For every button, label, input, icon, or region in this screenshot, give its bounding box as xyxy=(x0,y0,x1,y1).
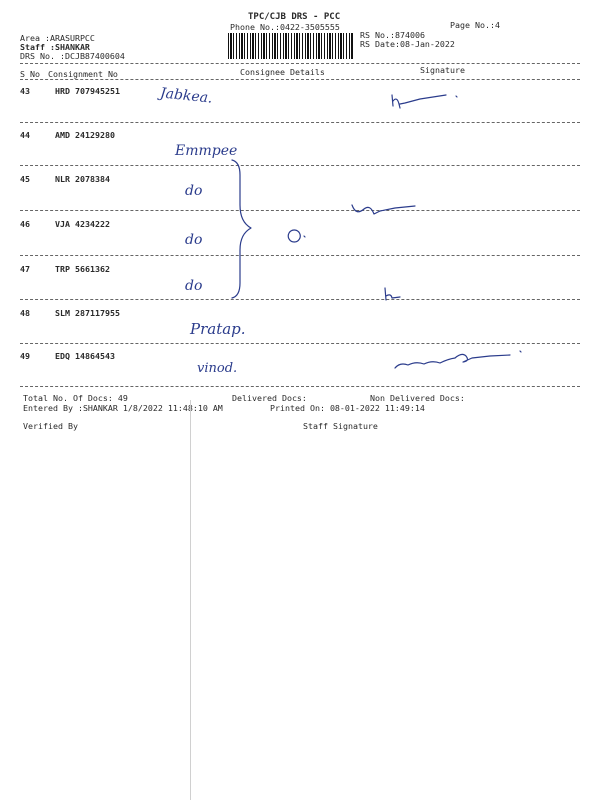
scan-fold-line xyxy=(190,400,191,800)
row-consignee-handwritten: Emmpee xyxy=(175,143,238,159)
row-consignee-handwritten: do xyxy=(185,183,203,199)
row-sno: 46 xyxy=(20,219,30,229)
row-consignment: EDQ 14864543 xyxy=(55,351,115,361)
brace-note xyxy=(288,230,305,242)
staff-signature: Staff Signature xyxy=(303,421,378,431)
entered-by: Entered By :SHANKAR 1/8/2022 11:48:10 AM xyxy=(23,403,223,413)
row-consignment: SLM 287117955 xyxy=(55,308,120,318)
page-number: Page No.:4 xyxy=(450,20,500,30)
row-consignee-handwritten: vinod. xyxy=(197,361,238,376)
row-consignment: NLR 2078384 xyxy=(55,174,110,184)
verified-by: Verified By xyxy=(23,421,78,431)
row-sno: 47 xyxy=(20,264,30,274)
row-consignment: HRD 707945251 xyxy=(55,86,120,96)
column-consignee: Consignee Details xyxy=(240,67,325,77)
rs-date: RS Date:08-Jan-2022 xyxy=(360,39,455,49)
phone-number: Phone No.:0422-3505555 xyxy=(230,22,340,32)
area-label: Area :ARASURPCC xyxy=(20,33,95,43)
row-43-signature xyxy=(392,95,457,108)
row-consignment: AMD 24129280 xyxy=(55,130,115,140)
consignee-brace xyxy=(232,160,251,298)
row-consignee-handwritten: do xyxy=(185,278,203,294)
row-sno: 48 xyxy=(20,308,30,318)
row-consignee-handwritten: Jabkea. xyxy=(159,85,214,107)
document-title: TPC/CJB DRS - PCC xyxy=(248,12,341,22)
row-sno: 49 xyxy=(20,351,30,361)
row-consignment: TRP 5661362 xyxy=(55,264,110,274)
drs-number: DRS No. :DCJB87400604 xyxy=(20,51,125,61)
rs-number: RS No.:874006 xyxy=(360,30,425,40)
row-consignee-handwritten: Pratap. xyxy=(190,320,246,338)
row-sno: 43 xyxy=(20,86,30,96)
printed-on: Printed On: 08-01-2022 11:49:14 xyxy=(270,403,425,413)
row-consignee-handwritten: do xyxy=(185,232,203,248)
row-sno: 45 xyxy=(20,174,30,184)
column-sno: S No xyxy=(20,69,40,79)
column-consignment: Consignment No xyxy=(48,69,118,79)
delivered-docs: Delivered Docs: xyxy=(232,393,307,403)
rows-45-47-signature xyxy=(352,205,415,214)
row-49-signature xyxy=(395,351,521,368)
row-47-signature xyxy=(385,288,400,300)
column-signature: Signature xyxy=(420,65,465,75)
staff-label: Staff :SHANKAR xyxy=(20,42,90,52)
row-sno: 44 xyxy=(20,130,30,140)
row-consignment: VJA 4234222 xyxy=(55,219,110,229)
non-delivered-docs: Non Delivered Docs: xyxy=(370,393,465,403)
total-docs: Total No. Of Docs: 49 xyxy=(23,393,128,403)
